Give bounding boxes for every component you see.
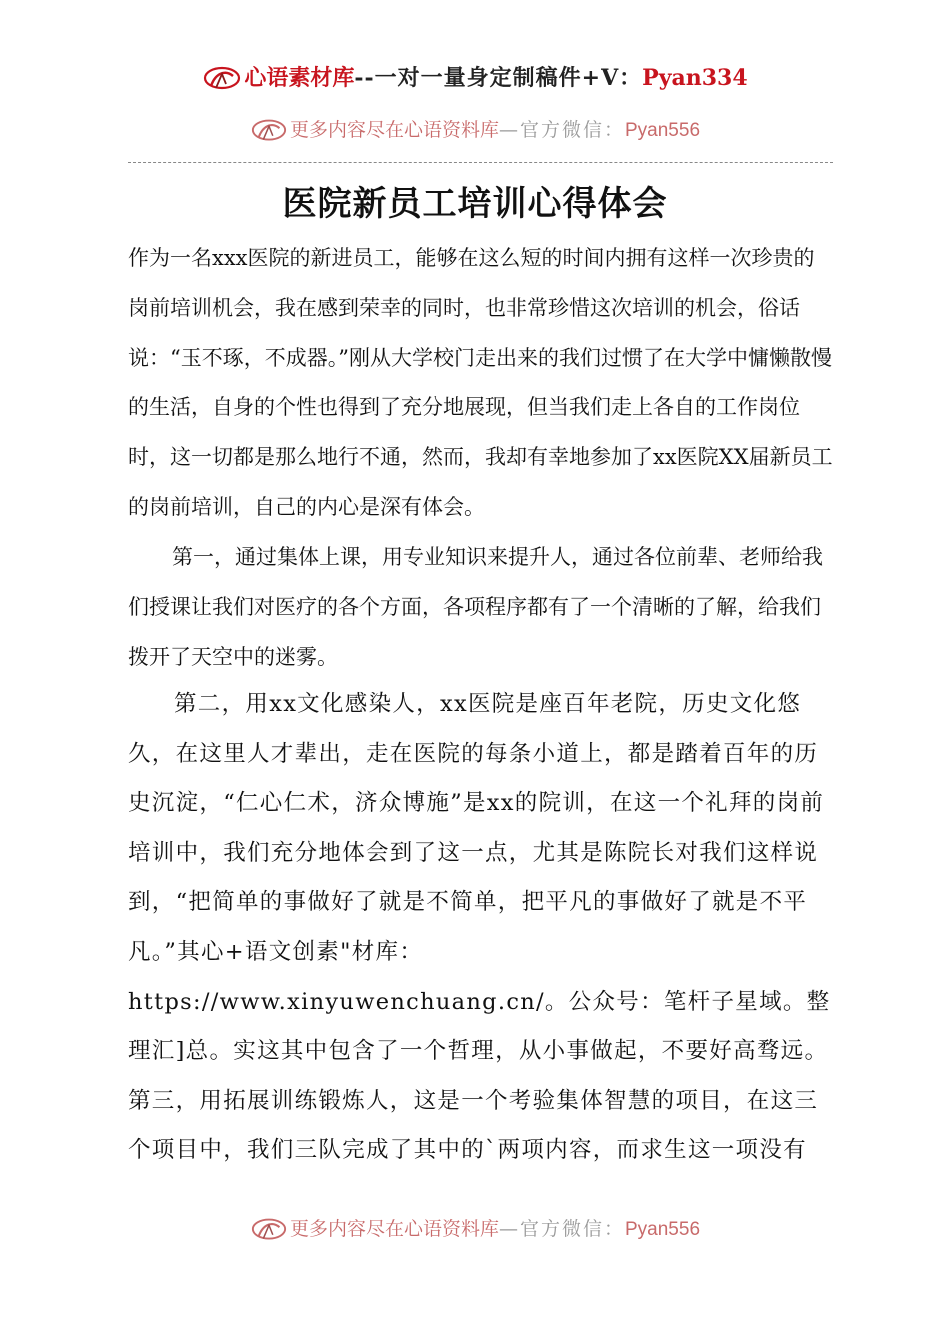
paragraph-second: [128, 680, 834, 1176]
header-watermark: [0, 115, 950, 146]
paragraph-intro: [128, 234, 834, 533]
footer-text: 更多内容尽在心语资料库: [289, 1218, 499, 1240]
document-title: 医院新员工培训心得体会: [282, 184, 668, 224]
brand-logo-icon: [250, 1215, 288, 1245]
paragraph-text: 作为一名xxx医院的新进员工，能够在这么短的时间内拥有这样一次珍贵的岗前培训机会，我在感到荣幸的同时，也非常珍惜这次培训的机会，俗话说：“玉不琢，不成器。”刚从大学校门走出来的我们过惯了在大学中慵懒散慢的生活，自身的个性也得到了充分地展现，但当我们走上各自的工作岗位时，这一切都是那么地行不通，然而，我却有幸地参加了xx医院XX届新员工的岗前培训，自己的内心是深有体会。: [128, 246, 833, 519]
footer-dash: —: [498, 1218, 520, 1240]
header-banner: [0, 62, 950, 95]
footer-label: 官方微信：: [519, 1218, 625, 1240]
paragraph-text: 第二，用xx文化感染人，xx医院是座百年老院，历史文化悠久，在这里人才辈出，走在医院的每条小道上，都是踏着百年的历史沉淀，“仁心仁术，济众博施”是xx的院训，在这一个礼拜的岗前培训中，我们充分地体会到了这一点，尤其是陈院长对我们这样说到，“把简单的事做好了就是不简单，把平凡的事做好了就是不平凡。”其心+语文创素"材库：https://www.xinyuwenchuang.cn/。公众号：笔杆子星域。整理汇]总。实这其中包含了一个哲理，从小事做起，不要好高骛远。第三，用拓展训练锻炼人，这是一个考验集体智慧的项目，在这三个项目中，我们三队完成了其中的`两项内容，而求生这一项没有: [128, 691, 831, 1164]
watermark-dash: —: [498, 119, 520, 141]
watermark-label: 官方微信：: [519, 119, 625, 141]
watermark-text: 更多内容尽在心语资料库: [289, 119, 499, 141]
brand-logo-icon: [202, 64, 242, 94]
footer-id: Pyan556: [625, 1219, 701, 1240]
header-divider: [128, 162, 833, 163]
brand-logo-icon: [250, 116, 288, 146]
paragraph-text: 第一，通过集体上课，用专业知识来提升人，通过各位前辈、老师给我们授课让我们对医疗的各个方面，各项程序都有了一个清晰的了解，给我们拨开了天空中的迷雾。: [128, 545, 823, 669]
watermark-id: Pyan556: [625, 120, 701, 141]
header-contact-prefix: +V：: [581, 65, 643, 91]
header-slogan: 一对一量身定制稿件: [374, 65, 582, 91]
header-separator: --: [354, 65, 375, 91]
footer-watermark: [0, 1214, 950, 1245]
paragraph-first: [128, 532, 834, 682]
brand-name: 心语素材库: [244, 65, 355, 91]
header-contact-id: Pyan334: [642, 65, 748, 91]
